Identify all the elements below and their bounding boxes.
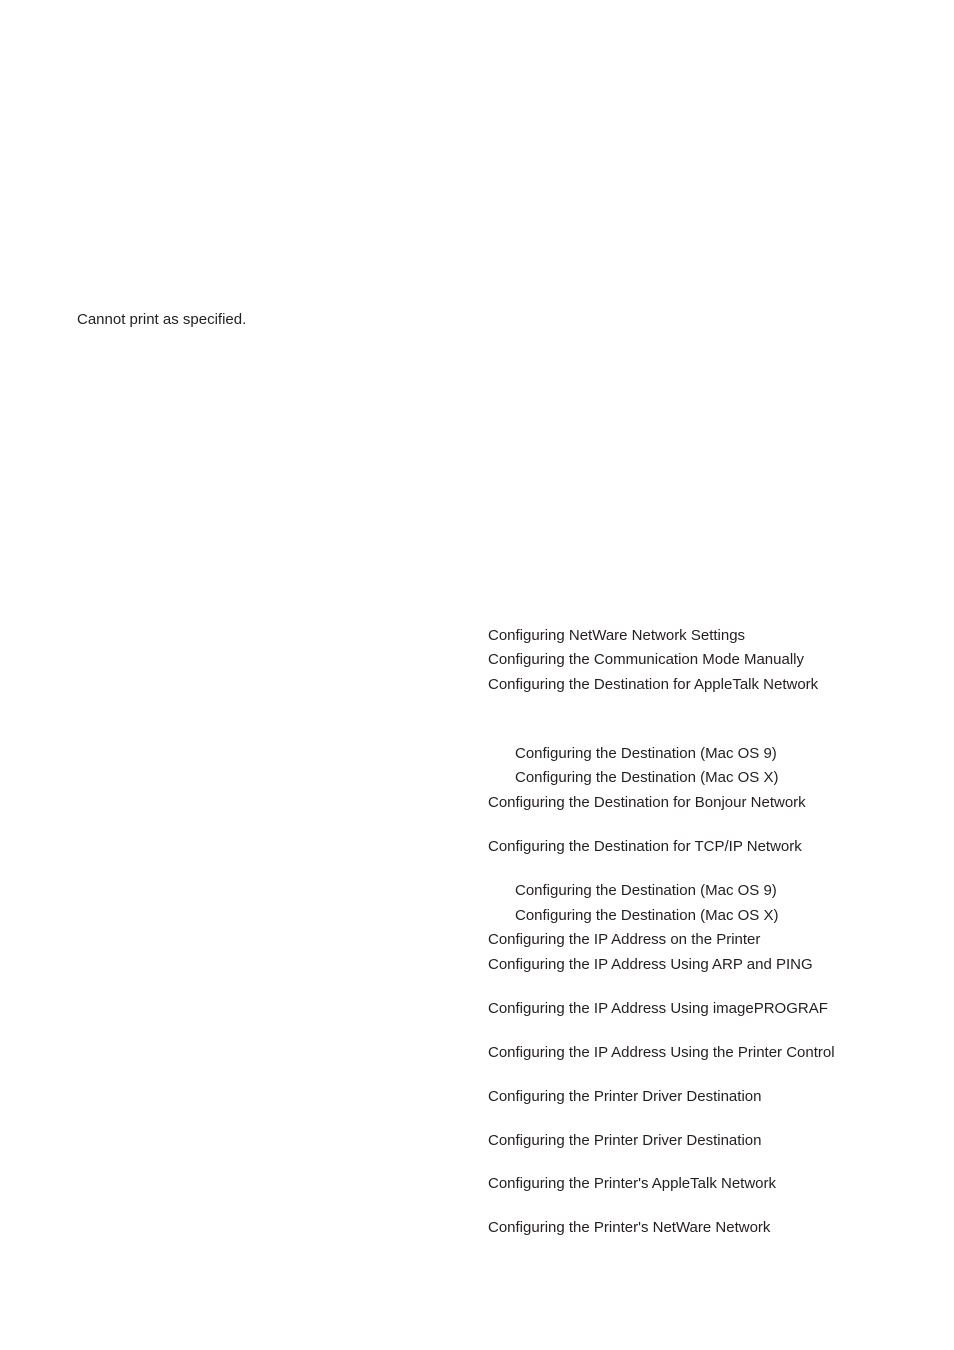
index-entry: Configuring the Printer Driver Destination (488, 1132, 762, 1149)
index-entry: Configuring the Communication Mode Manually (488, 651, 804, 668)
index-entry: Configuring NetWare Network Settings (488, 627, 746, 644)
index-entry: Configuring the Destination for AppleTalk Network (488, 676, 819, 693)
index-entry: Configuring the Printer's NetWare Network (488, 1219, 771, 1236)
index-subentry: Configuring the Destination (Mac OS 9) (515, 882, 777, 899)
index-entry: Configuring the Destination for Bonjour Network (488, 794, 806, 811)
index-entry: Configuring the IP Address Using the Printer Control (488, 1044, 835, 1061)
index-column (488, 0, 928, 1350)
index-entry: Configuring the IP Address Using imagePROGRAF (488, 1000, 828, 1017)
index-subentry: Configuring the Destination (Mac OS X) (515, 907, 779, 924)
index-entry: Configuring the IP Address Using ARP and PING (488, 956, 813, 973)
index-entry: Configuring the Destination for TCP/IP Network (488, 838, 802, 855)
note-text: Cannot print as specified. (77, 311, 247, 328)
index-subentry: Configuring the Destination (Mac OS 9) (515, 745, 777, 762)
index-subentry: Configuring the Destination (Mac OS X) (515, 769, 779, 786)
index-entry: Configuring the Printer's AppleTalk Network (488, 1175, 777, 1192)
index-entry: Configuring the Printer Driver Destination (488, 1088, 762, 1105)
index-entry: Configuring the IP Address on the Printer (488, 931, 761, 948)
